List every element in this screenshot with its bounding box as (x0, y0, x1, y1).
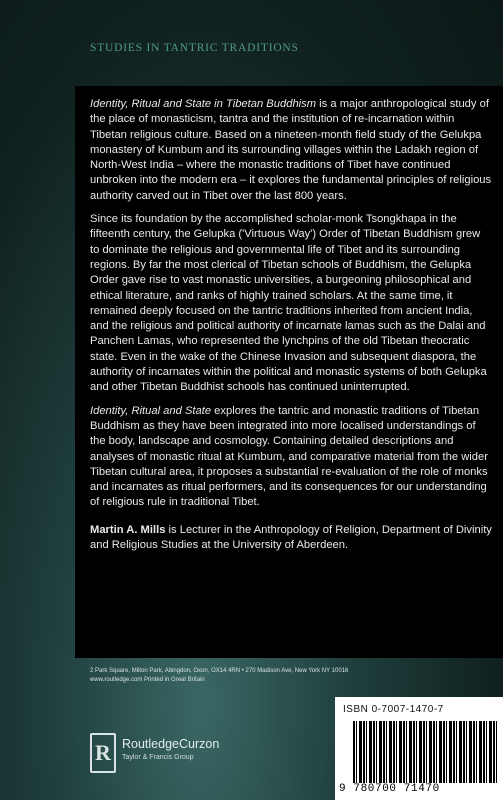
series-title: STUDIES IN TANTRIC TRADITIONS (90, 42, 299, 54)
author-bio: Martin A. Mills is Lecturer in the Anthropology of Religion, Department of Divinity and Religious Studies at the University of Aberdeen. (90, 523, 492, 552)
author-name: Martin A. Mills (90, 523, 166, 536)
barcode-box (335, 697, 503, 800)
publisher-name: RoutledgeCurzon (122, 737, 220, 751)
blurb-paragraph-2: Since its foundation by the accomplished scholar-monk Tsongkhapa in the fifteenth century, the Gelupka ('Virtuous Way') Order of Tibetan Buddhism grew to dominate the religious and governmental life of Tibet and its surrounding regions. By far the most clerical of Tibetan schools of Buddhism, the Gelupka Order gave rise to vast monastic universities, a burgeoning philosophical and ethical literature, and ranks of highly trained scholars. At the same time, it remained deeply focused on the tantric traditions inherited from ancient India, and the religious and political authority of incarnate lamas such as the Dalai and Panchen Lamas, who represented the lynchpins of the old Tibetan theocratic state. Even in the wake of the Chinese Invasion and subsequent diaspora, the authority of incarnates within the political and monastic systems of both Gelupka and other Tibetan Buddhist schools has continued uninterrupted. (90, 213, 487, 394)
book-title-italic: Identity, Ritual and State in Tibetan Buddhism (90, 98, 317, 110)
isbn-number: ISBN 0-7007-1470-7 (343, 704, 444, 715)
barcode-digits: 9 780700 71470 (339, 783, 503, 795)
blurb-paragraph-1: Identity, Ritual and State in Tibetan Buddhism is a major anthropological study of the place of monasticism, tantra and the institution of re-incarnation within Tibetan religious culture. Based on a nineteen-month field study of the Gelukpa monastery of Kumbum and its surrounding villages within the Ladakh region of North-West India – where the monastic traditions of Tibet have continued unbroken into the modern era – it explores the fundamental principles of religious authority carved out in Tibet over the last 800 years. (90, 98, 492, 202)
barcode-icon (353, 721, 499, 783)
blurb-text (90, 97, 492, 561)
routledge-logo-icon: R (90, 733, 116, 773)
publisher-address: 2 Park Square, Milton Park, Abingdon, Oxon, OX14 4RN • 270 Madison Ave, New York NY 10016 www.routledge.com Printed in Great Britain (90, 668, 349, 683)
short-title-italic: Identity, Ritual and State (90, 404, 212, 417)
publisher-group: Taylor & Francis Group (122, 754, 194, 761)
blurb-paragraph-3: Identity, Ritual and State explores the tantric and monastic traditions of Tibetan Buddhism as they have been integrated into more localised understandings of the body, landscape and cosmology. Containing detailed descriptions and analyses of monastic ritual at Kumbum, and comparative material from the wider Tibetan cultural area, it proposes a substantial re-evaluation of the role of monks and incarnates as ritual performers, and its consequences for our understanding of religious rule in traditional Tibet. (90, 404, 488, 509)
